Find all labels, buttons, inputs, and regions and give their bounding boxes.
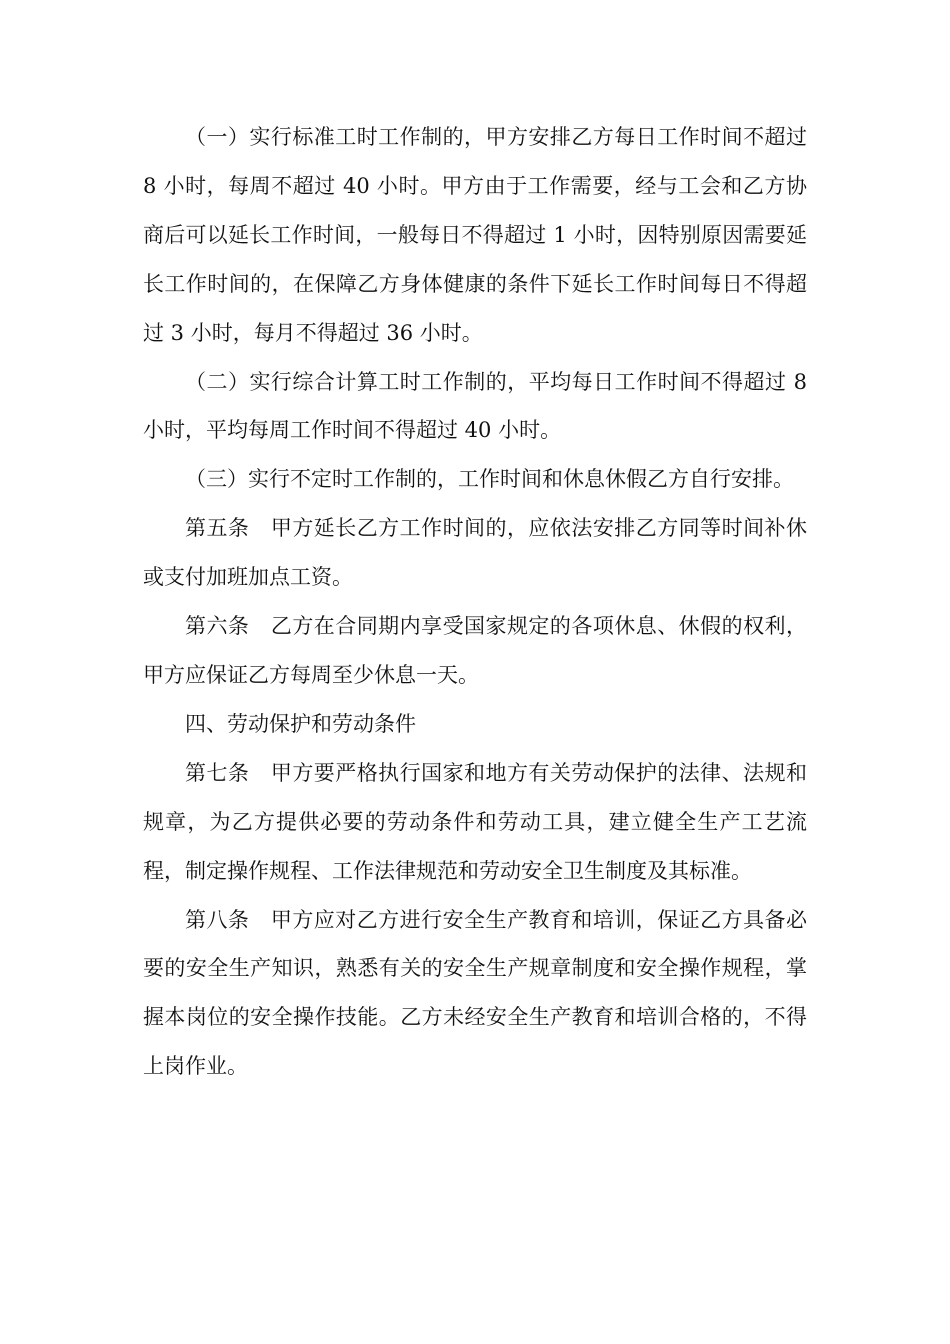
document-body bbox=[143, 113, 807, 1091]
paragraph-article-8: 第八条 甲方应对乙方进行安全生产教育和培训，保证乙方具备必要的安全生产知识，熟悉有关的安全生产规章制度和安全操作规程，掌握本岗位的安全操作技能。乙方未经安全生产教育和培训合格的，不得上岗作业。 bbox=[143, 907, 807, 1079]
paragraph-working-hours-flexible: （三）实行不定时工作制的，工作时间和休息休假乙方自行安排。 bbox=[185, 467, 794, 492]
section-heading-labor-protection: 四、劳动保护和劳动条件 bbox=[185, 711, 416, 736]
paragraph-article-7: 第七条 甲方要严格执行国家和地方有关劳动保护的法律、法规和规章，为乙方提供必要的劳动条件和劳动工具，建立健全生产工艺流程，制定操作规程、工作法律规范和劳动安全卫生制度及其标准。 bbox=[143, 760, 807, 883]
paragraph-article-6: 第六条 乙方在合同期内享受国家规定的各项休息、休假的权利，甲方应保证乙方每周至少休息一天。 bbox=[143, 614, 807, 687]
paragraph-working-hours-comprehensive: （二）实行综合计算工时工作制的，平均每日工作时间不得超过 8 小时，平均每周工作时间不得超过 40 小时。 bbox=[143, 369, 807, 443]
paragraph-article-5: 第五条 甲方延长乙方工作时间的，应依法安排乙方同等时间补休或支付加班加点工资。 bbox=[143, 516, 807, 590]
paragraph-working-hours-standard: （一）实行标准工时工作制的，甲方安排乙方每日工作时间不超过 8 小时，每周不超过 40 小时。甲方由于工作需要，经与工会和乙方协商后可以延长工作时间，一般每日不得超过 1 小时，因特别原因需要延长工作时间的，在保障乙方身体健康的条件下延长工作时间每日不得超过 3 小时，每月不得超过 36 小时。 bbox=[143, 125, 807, 345]
